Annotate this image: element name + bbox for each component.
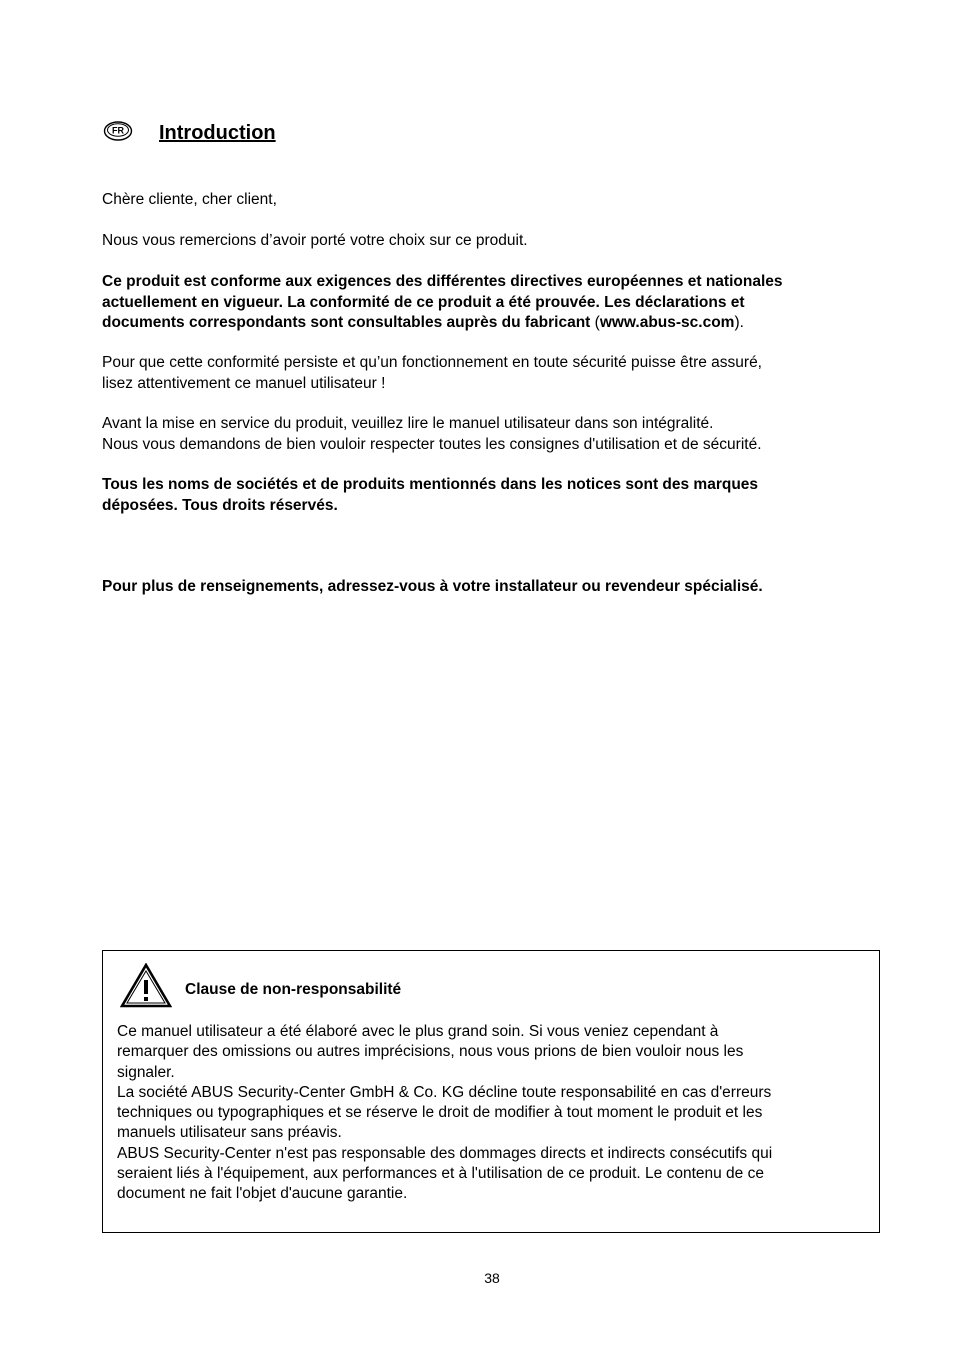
conformity-line: Ce produit est conforme aux exigences des différentes directives européennes et nationales bbox=[102, 273, 783, 290]
disclaimer-line: seraient liés à l'équipement, aux performances et à l'utilisation de ce produit. Le contenu de ce bbox=[117, 1165, 764, 1183]
language-badge-label: FR bbox=[112, 125, 124, 136]
conformity-paragraph bbox=[102, 272, 892, 334]
read-manual-paragraph bbox=[102, 414, 892, 455]
trademarks-paragraph bbox=[102, 475, 892, 516]
conformity-line: actuellement en vigueur. La conformité de ce produit a été prouvée. Les déclarations et bbox=[102, 293, 745, 311]
safety-line: Pour que cette conformité persiste et qu’un fonctionnement en toute sécurité puisse être assuré, bbox=[102, 354, 762, 371]
disclaimer-title: Clause de non-responsabilité bbox=[185, 981, 402, 998]
contact-paragraph: Pour plus de renseignements, adressez-vous à votre installateur ou revendeur spécialisé. bbox=[102, 578, 763, 595]
disclaimer-line: techniques ou typographiques et se réserve le droit de modifier à tout moment le produit et les bbox=[117, 1104, 763, 1122]
conformity-line: documents correspondants sont consultables auprès du fabricant bbox=[102, 314, 591, 331]
safety-line: lisez attentivement ce manuel utilisateur ! bbox=[102, 374, 386, 392]
thanks-paragraph: Nous vous remercions d’avoir porté votre choix sur ce produit. bbox=[102, 232, 528, 249]
language-badge-icon bbox=[103, 120, 133, 142]
disclaimer-line: remarquer des omissions ou autres imprécisions, nous vous prions de bien vouloir nous les bbox=[117, 1043, 744, 1061]
url-close-paren: ). bbox=[734, 314, 744, 331]
trademarks-line: Tous les noms de sociétés et de produits mentionnés dans les notices sont des marques bbox=[102, 476, 759, 493]
disclaimer-line: document ne fait l'objet d'aucune garantie. bbox=[117, 1185, 408, 1203]
disclaimer-line: signaler. bbox=[117, 1063, 175, 1081]
manufacturer-url: www.abus-sc.com bbox=[599, 314, 735, 331]
warning-icon bbox=[120, 963, 172, 1009]
read-manual-line: Avant la mise en service du produit, veuillez lire le manuel utilisateur dans son intégralité. bbox=[102, 415, 714, 432]
trademarks-line: déposées. Tous droits réservés. bbox=[102, 496, 338, 514]
page-title: Introduction bbox=[159, 122, 276, 144]
greeting: Chère cliente, cher client, bbox=[102, 191, 277, 208]
disclaimer-line: Ce manuel utilisateur a été élaboré avec le plus grand soin. Si vous veniez cependant à bbox=[117, 1023, 719, 1040]
page-number: 38 bbox=[484, 1270, 500, 1286]
url-open-paren: ( bbox=[590, 314, 600, 331]
disclaimer-text bbox=[117, 1022, 872, 1205]
disclaimer-line: ABUS Security-Center n'est pas responsable des dommages directs et indirects consécutifs qui bbox=[117, 1144, 773, 1162]
disclaimer-box bbox=[102, 950, 880, 1233]
read-manual-line: Nous vous demandons de bien vouloir respecter toutes les consignes d'utilisation et de sécurité. bbox=[102, 435, 762, 453]
safety-paragraph bbox=[102, 353, 892, 394]
disclaimer-line: manuels utilisateur sans préavis. bbox=[117, 1124, 342, 1142]
disclaimer-line: La société ABUS Security-Center GmbH & Co. KG décline toute responsabilité en cas d'erreurs bbox=[117, 1083, 772, 1101]
